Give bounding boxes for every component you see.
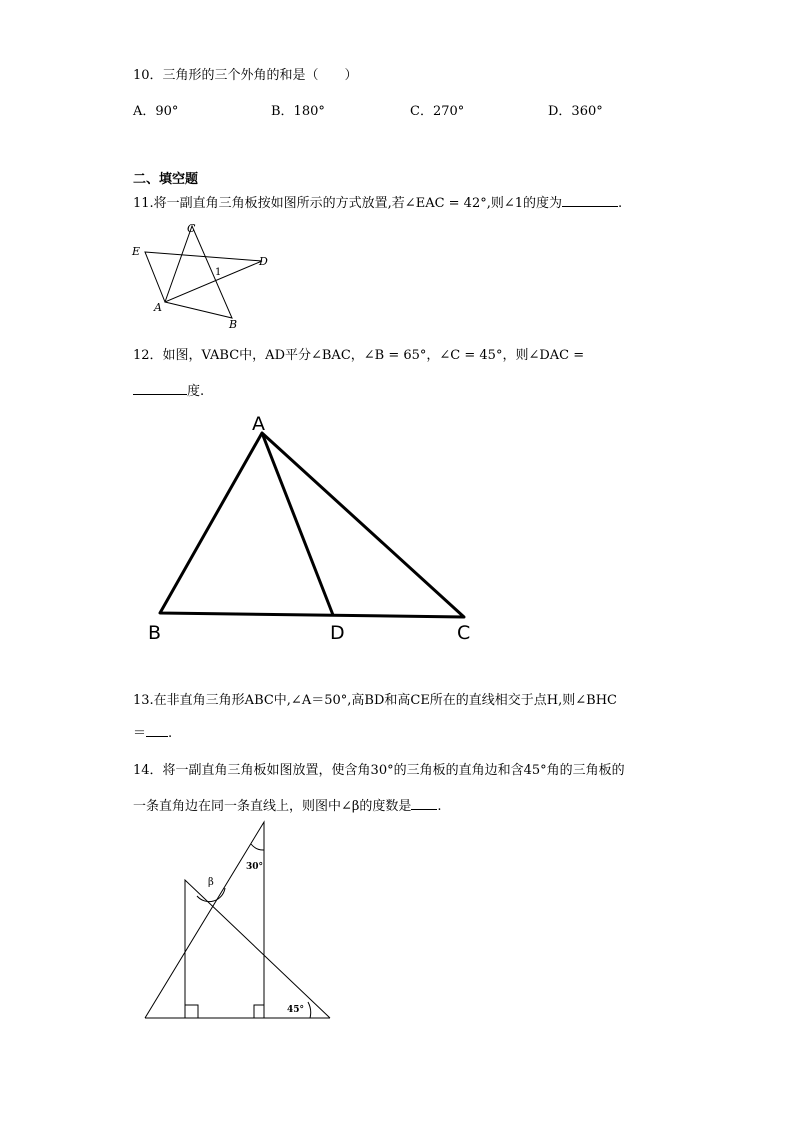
q11-label-a: A	[154, 301, 162, 314]
q11-triangle-acb	[165, 226, 232, 318]
q14-right-angle-mark-2	[254, 1005, 264, 1018]
q11-label-e: E	[132, 245, 141, 258]
q11-angle-1-label: 1	[215, 267, 222, 278]
q14-line2-tail: .	[437, 799, 442, 814]
section-title: 二、填空题	[133, 172, 199, 187]
q11-figure	[128, 220, 278, 335]
q12-label-a: A	[252, 413, 265, 435]
q14-label-45: 45°	[287, 1005, 305, 1015]
q10-option-c: C．270°	[410, 104, 465, 119]
q14-triangle-30	[145, 822, 264, 1018]
q12-bisector-ad	[262, 433, 333, 615]
q12-label-c: C	[457, 622, 471, 644]
q11-answer-blank	[562, 194, 618, 207]
q14-label-30: 30°	[246, 862, 264, 872]
q10-option-b: B．180°	[271, 104, 325, 119]
q11-label-d: D	[259, 255, 268, 268]
q14-line1: 14．将一副直角三角板如图放置，使含角30°的三角板的直角边和含45°角的三角板的	[133, 763, 625, 778]
q14-answer-blank	[411, 797, 437, 810]
q14-label-beta: β	[208, 877, 214, 888]
q10-option-d: D．360°	[548, 104, 603, 119]
q14-triangle-45	[185, 880, 330, 1018]
q12-line1: 12．如图，VABC中，AD平分∠BAC，∠B = 65°，∠C = 45°，则∠DAC =	[133, 348, 585, 363]
q14-right-angle-mark-1	[185, 1005, 198, 1018]
q13-line2-tail: .	[168, 726, 173, 741]
q11-stem-text: 11.将一副直角三角板按如图所示的方式放置,若∠EAC = 42°,则∠1的度为	[133, 196, 563, 211]
q12-figure	[140, 405, 490, 650]
q11-triangle-ead	[145, 252, 262, 302]
q14-figure	[140, 818, 340, 1028]
q10-stem: 10．三角形的三个外角的和是（ ）	[133, 68, 358, 83]
q14-line2-text: 一条直角边在同一条直线上，则图中∠β的度数是	[133, 799, 412, 814]
q14-30-arc	[251, 844, 264, 850]
q13-answer-blank	[146, 724, 168, 737]
q12-answer-blank	[133, 382, 187, 395]
q11-stem	[133, 194, 622, 212]
q12-line2-tail: 度.	[187, 384, 205, 399]
q14-45-arc	[308, 1002, 311, 1018]
q12-label-d: D	[330, 622, 345, 644]
q11-stem-end: .	[618, 196, 623, 211]
q13-line2	[133, 724, 172, 742]
q14-line2	[133, 797, 442, 815]
q13-line2-head: ＝	[133, 726, 147, 741]
q13-line1: 13.在非直角三角形ABC中,∠A＝50°,高BD和高CE所在的直线相交于点H,则∠BHC	[133, 693, 618, 708]
q10-option-a: A．90°	[133, 104, 179, 119]
q11-label-c: C	[187, 222, 196, 235]
q12-label-b: B	[148, 622, 162, 644]
q12-triangle-abc	[160, 433, 464, 617]
q11-label-b: B	[229, 318, 238, 331]
q12-line2	[133, 382, 204, 400]
